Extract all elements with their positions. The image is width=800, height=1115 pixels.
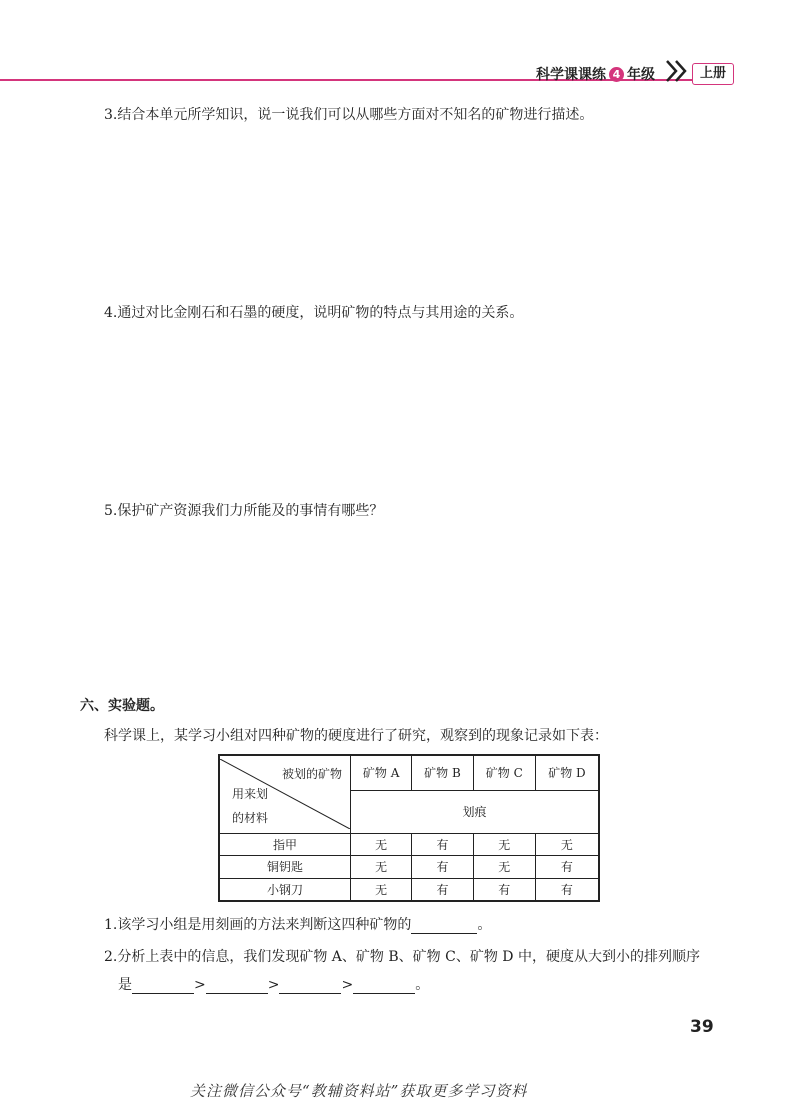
header-title <box>536 64 655 84</box>
column-header: 矿物 C <box>473 755 535 790</box>
gt-sign: > <box>194 977 206 993</box>
table-cell: 无 <box>535 833 599 855</box>
question-4: 4.通过对比金刚石和石墨的硬度，说明矿物的特点与其用途的关系。 <box>104 305 524 321</box>
table-cell: 无 <box>351 878 412 901</box>
corner-label-bottom: 的材料 <box>232 811 269 826</box>
section-title: 六、实验题。 <box>80 698 164 714</box>
table-cell: 有 <box>412 856 474 878</box>
column-header: 矿物 A <box>351 755 412 790</box>
subquestion-1-end: 。 <box>477 917 492 933</box>
corner-label-mid: 用来划 <box>232 787 269 802</box>
answer-prefix: 是 <box>118 977 132 993</box>
column-header: 矿物 B <box>412 755 474 790</box>
table-cell: 无 <box>351 833 412 855</box>
table-row <box>219 856 599 878</box>
subquestion-2: 2.分析上表中的信息，我们发现矿物 A、矿物 B、矿物 C、矿物 D 中，硬度从大到小的排列顺序 <box>104 949 700 965</box>
table-cell: 有 <box>535 856 599 878</box>
question-5: 5.保护矿产资源我们力所能及的事情有哪些？ <box>104 503 384 519</box>
answer-blank[interactable] <box>206 979 268 994</box>
table-header-row <box>219 755 599 790</box>
row-label: 指甲 <box>219 833 351 855</box>
gt-sign: > <box>341 977 354 993</box>
section-intro: 科学课上，某学习小组对四种矿物的硬度进行了研究，观察到的现象记录如下表： <box>104 728 608 744</box>
grade-badge: 4 <box>609 67 624 82</box>
chevron-right-icon <box>664 58 690 84</box>
table-cell: 无 <box>351 856 412 878</box>
answer-blank[interactable] <box>411 919 477 934</box>
corner-label-top: 被划的矿物 <box>281 767 342 782</box>
footer-note: 关注微信公众号“教辅资料站”获取更多学习资料 <box>190 1082 528 1100</box>
table-corner-cell <box>219 755 351 833</box>
hardness-table <box>218 754 600 902</box>
answer-blank[interactable] <box>353 979 415 994</box>
row-label: 铜钥匙 <box>219 856 351 878</box>
page-number: 39 <box>690 1017 714 1037</box>
answer-period: 。 <box>415 977 430 993</box>
book-title: 科学课课练 <box>536 67 606 83</box>
table-row <box>219 833 599 855</box>
table-cell: 有 <box>412 878 474 901</box>
question-3: 3.结合本单元所学知识，说一说我们可以从哪些方面对不知名的矿物进行描述。 <box>104 107 594 123</box>
table-cell: 有 <box>535 878 599 901</box>
grade-label: 年级 <box>627 67 655 83</box>
subquestion-1-text: 1.该学习小组是用刻画的方法来判断这四种矿物的 <box>104 917 412 933</box>
subheader-cell: 划痕 <box>351 790 600 833</box>
volume-tag: 上册 <box>692 63 734 85</box>
subquestion-1 <box>104 914 491 934</box>
table-row <box>219 878 599 901</box>
table-cell: 有 <box>412 833 474 855</box>
subquestion-2-answer-line <box>118 974 429 994</box>
answer-blank[interactable] <box>132 979 194 994</box>
table-cell: 无 <box>473 856 535 878</box>
column-header: 矿物 D <box>535 755 599 790</box>
gt-sign: > <box>267 977 280 993</box>
table-cell: 无 <box>473 833 535 855</box>
row-label: 小钢刀 <box>219 878 351 901</box>
table-cell: 有 <box>473 878 535 901</box>
answer-blank[interactable] <box>279 979 341 994</box>
